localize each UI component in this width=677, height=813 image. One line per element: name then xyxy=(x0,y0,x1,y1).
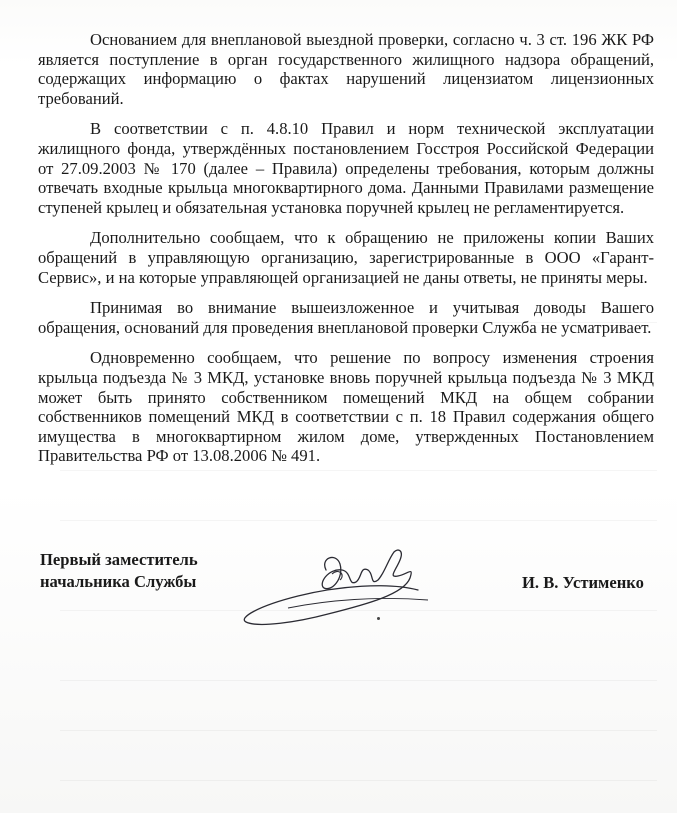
paragraph-rules: В соответствии с п. 4.8.10 Правил и норм технической эксплуатации жилищного фонда, утверждённых постановлением Госстроя Российской Федерации от 27.09.2003 № 170 (далее – Правила) определены требования, которым должны отвечать входные крыльца многоквартирного дома. Данными Правилами размещение ступеней крылец и обязательная установка поручней крылец не регламентируется. xyxy=(38,119,654,217)
bleed-through-line xyxy=(60,730,657,731)
paragraph-basis: Основанием для внеплановой выездной проверки, согласно ч. 3 ст. 196 ЖК РФ является поступление в орган государственного жилищного надзора обращений, содержащих информацию о фактах нарушений лицензиатом лицензионных требований. xyxy=(38,30,654,108)
signatory-title xyxy=(40,549,198,593)
signatory-name: И. В. Устименко xyxy=(522,573,644,592)
bleed-through-line xyxy=(60,680,657,681)
signatory-title-line1: Первый заместитель xyxy=(40,550,198,569)
paragraph-additional: Дополнительно сообщаем, что к обращению не приложены копии Ваших обращений в управляющую организацию, зарегистрированные в ООО «Гарант-Сервис», и на которые управляющей организацией не даны ответы, не приняты меры. xyxy=(38,228,654,287)
handwritten-signature xyxy=(228,530,448,640)
bleed-through-line xyxy=(60,780,657,781)
ink-dot xyxy=(377,617,380,620)
paragraph-conclusion: Принимая во внимание вышеизложенное и учитывая доводы Вашего обращения, оснований для проведения внеплановой проверки Служба не усматривает. xyxy=(38,298,654,337)
paragraph-decision: Одновременно сообщаем, что решение по вопросу изменения строения крыльца подъезда № 3 МКД, установке вновь поручней крыльца подъезда № 3 МКД может быть принято собственником помещений МКД на общем собрании собственников помещений МКД в соответствии с п. 18 Правил содержания общего имущества в многоквартирном жилом доме, утвержденных Постановлением Правительства РФ от 13.08.2006 № 491. xyxy=(38,348,654,466)
bleed-through-line xyxy=(60,520,657,521)
letter-body xyxy=(38,30,654,477)
signatory-title-line2: начальника Службы xyxy=(40,572,197,591)
